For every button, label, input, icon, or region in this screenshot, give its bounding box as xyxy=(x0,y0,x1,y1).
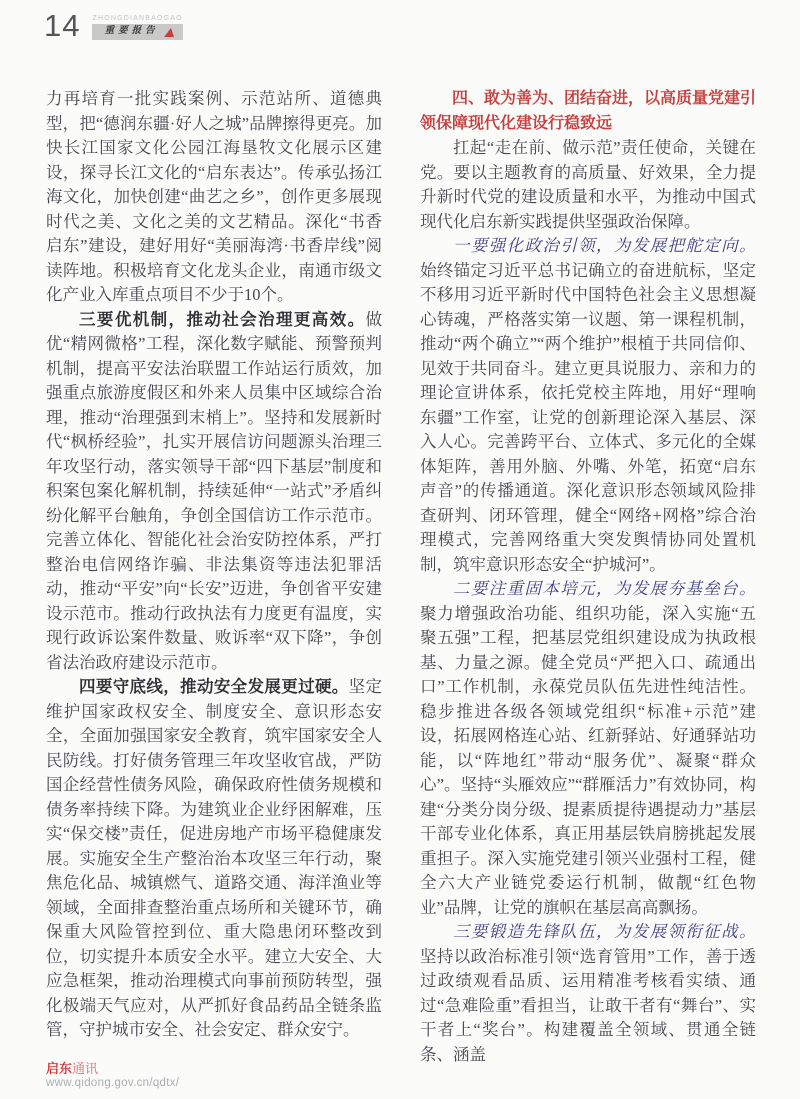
body-paragraph xyxy=(420,577,756,920)
section-label-box xyxy=(92,24,182,40)
body-paragraph xyxy=(46,308,382,676)
section-label: 重要报告 xyxy=(104,26,159,37)
brand-light-part: 通讯 xyxy=(72,1061,99,1076)
publication-brand xyxy=(46,1061,179,1076)
paragraph-lead: 一要强化政治引领，为发展把舵定向。 xyxy=(453,236,756,255)
body-paragraph xyxy=(420,136,756,234)
paragraph-text: 始终锚定习近平总书记确立的奋进航标，坚定不移用习近平新时代中国特色社会主义思想凝心铸魂，严格落实第一议题、第一课程机制，推动“两个确立”“两个维护”根植于共同信仰、见效于共同奋斗。建立更具说服力、亲和力的理论宣讲体系，依托党校主阵地，用好“理响东疆”工作室，让党的创新理论深入基层、深入人心。完善跨平台、立体式、多元化的全媒体矩阵，善用外脑、外嘴、外笔，拓宽“启东声音”的传播通道。深化意识形态领域风险排查研判、闭环管理，健全“网络+网格”综合治理模式，完善网络重大突发舆情协同处置机制，筑牢意识形态安全“护城河”。 xyxy=(420,260,756,574)
page-number: 14 xyxy=(44,8,81,43)
paragraph-lead: 三要优机制，推动社会治理更高效。 xyxy=(79,310,366,329)
section-heading: 四、敢为善为、团结奋进，以高质量党建引领保障现代化建设行稳致远 xyxy=(420,90,757,132)
section-pinyin: ZHONGDIANBAOGAO xyxy=(92,15,183,22)
paragraph-text: 力再培育一批实践案例、示范站所、道德典型，把“德润东疆·好人之城”品牌擦得更亮。加快长江国家文化公园江海垦牧文化展示区建设，探寻长江文化的“启东表达”。传承弘扬江海文化，加快创建“曲艺之乡”，创作更多展现时代之美、文化之美的文艺精品。深化“书香启东”建设，建好用好“美丽海湾·书香岸线”阅读阵地。积极培育文化龙头企业，南通市级文化产业入库重点项目不少于10个。 xyxy=(46,89,382,304)
left-column xyxy=(46,87,382,1043)
paragraph-text: 做优“精网微格”工程，深化数字赋能、预警预判机制，提高平安法治联盟工作站运行质效，加强重点旅游度假区和外来人员集中区域综合治理，推动“治理强到末梢上”。坚持和发展新时代“枫桥经验”，扎实开展信访问题源头治理三年攻坚行动，落实领导干部“四下基层”制度和积案包案化解机制，持续延伸“一站式”矛盾纠纷化解平台触角，争创全国信访工作示范市。完善立体化、智能化社会治安防控体系，严打整治电信网络诈骗、非法集资等违法犯罪活动，推动“平安”向“长安”迈进，争创省平安建设示范市。推动行政执法有力度更有温度，实现行政诉讼案件数量、败诉率“双下降”，争创省法治政府建设示范市。 xyxy=(46,309,382,672)
paragraph-text: 坚持以政治标准引领“选育管用”工作，善于透过政绩观看品质、运用精准考核看实绩、通过“急难险重”看担当，让敢干者有“舞台”、实干者上“奖台”。构建覆盖全领域、贯通全链条、涵盖 xyxy=(420,946,756,1064)
paragraph-text: 聚力增强政治功能、组织功能，深入实施“五聚五强”工程，把基层党组织建设成为执政根基、力量之源。健全党员“严把入口、疏通出口”工作机制，永葆党员队伍先进性纯洁性。稳步推进各级各领域党组织“标准+示范”建设，拓展网格连心站、红新驿站、好通驿站功能，以“阵地红”带动“服务优”、凝聚“群众心”。坚持“头雁效应”“群雁活力”有效协同，构建“分类分岗分级、提素质提待遇提动力”基层干部专业化体系，真正用基层铁肩膀挑起发展重担子。深入实施党建引领兴业强村工程，健全六大产业链党委运行机制，做靓“红色物业”品牌，让党的旗帜在基层高高飘扬。 xyxy=(420,603,756,917)
body-paragraph xyxy=(46,675,382,1043)
right-column xyxy=(420,87,756,1067)
body-paragraph xyxy=(420,920,756,1067)
section-tag xyxy=(92,15,182,40)
paragraph-lead: 四要守底线，推动安全发展更过硬。 xyxy=(79,678,349,696)
page-header xyxy=(44,10,183,41)
page-footer xyxy=(46,1061,179,1089)
paragraph-lead: 二要注重固本培元，为发展夯基垒台。 xyxy=(453,579,756,598)
brand-bold-part: 启东 xyxy=(46,1061,73,1076)
paragraph-text: 扛起“走在前、做示范”责任使命，关键在党。要以主题教育的高质量、好效果，全力提升新时代党的建设质量和水平，为推动中国式现代化启东新实践提供坚强政治保障。 xyxy=(420,138,756,231)
paragraph-lead: 三要锻造先锋队伍，为发展领衔征战。 xyxy=(453,922,756,941)
body-paragraph xyxy=(46,87,382,308)
body-paragraph xyxy=(420,234,756,577)
publication-url: www.qidong.gov.cn/qdtx/ xyxy=(46,1077,180,1089)
paragraph-text: 坚定维护国家政权安全、制度安全、意识形态安全，全面加强国家安全教育，筑牢国家安全人民防线。打好债务管理三年攻坚收官战，严防国企经营性债务风险，确保政府性债务规模和债务率持续下降。为建筑业企业纾困解难，压实“保交楼”责任，促进房地产市场平稳健康发展。实施安全生产整治治本攻坚三年行动，聚焦危化品、城镇燃气、道路交通、海洋渔业等领域，全面排查整治重点场所和关键环节，确保重大风险管控到位、重大隐患闭环整改到位，切实提升本质安全水平。建立大安全、大应急框架，推动治理模式向事前预防转型，强化极端天气应对，从严抓好食品药品全链条监管，守护城市安全、社会安定、群众安宁。 xyxy=(46,677,383,1039)
red-triangle-icon xyxy=(164,28,176,37)
